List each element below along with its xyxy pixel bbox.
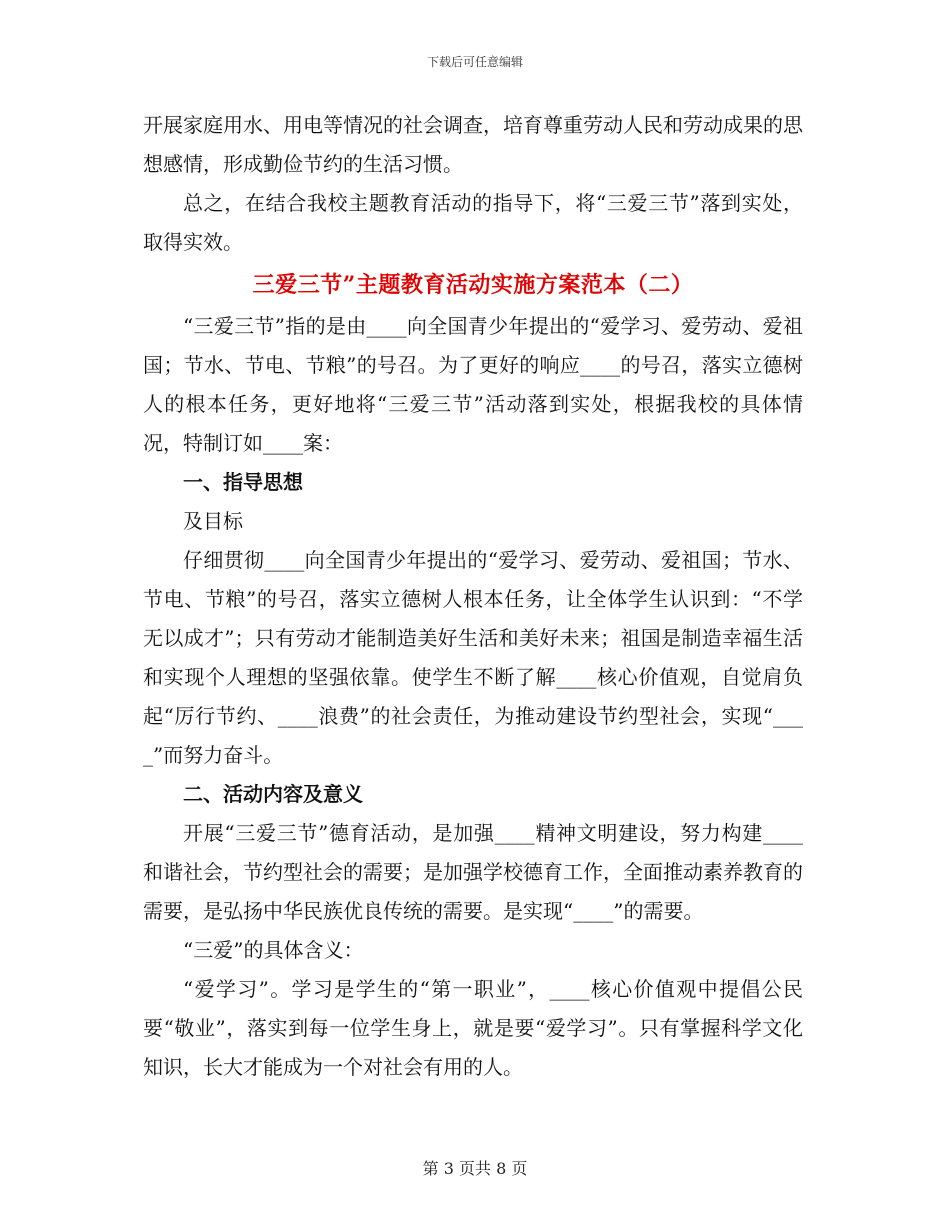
three-loves-intro: “三爱”的具体含义： <box>183 938 364 962</box>
section-subheading-goals: 及目标 <box>183 509 243 533</box>
love-study-paragraph: “爱学习”。学习是学生的“第一职业”，____核心价值观中提倡公民要“敬业”，落实到每一位学生身上，就是要“爱学习”。只有掌握科学文化知识，长大才能成为一个对社会有用的人。 <box>143 977 803 1079</box>
document-title: 三爱三节”主题教育活动实施方案范本（二） <box>252 272 694 298</box>
page-footer: 第 3 页共 8 页 <box>422 1159 528 1178</box>
section-heading-activity-content: 二、活动内容及意义 <box>183 782 363 806</box>
summary-paragraph: 总之，在结合我校主题教育活动的指导下，将“三爱三节”落到实处，取得实效。 <box>143 191 803 254</box>
continued-paragraph: 开展家庭用水、用电等情况的社会调查，培育尊重劳动人民和劳动成果的思想感情，形成勤俭节约的生活习惯。 <box>143 113 803 176</box>
section-heading-guiding-ideology: 一、指导思想 <box>183 470 303 494</box>
activity-content-paragraph: 开展“三爱三节”德育活动，是加强____精神文明建设，努力构建____和谐社会，节约型社会的需要；是加强学校德育工作，全面推动素养教育的需要，是弘扬中华民族优良传统的需要。是实现“____”的需要。 <box>143 821 803 923</box>
guiding-ideology-paragraph: 仔细贯彻____向全国青少年提出的“爱学习、爱劳动、爱祖国；节水、节电、节粮”的号召，落实立德树人根本任务，让全体学生认识到：“不学无以成才”；只有劳动才能制造美好生活和美好未来；祖国是制造幸福生活和实现个人理想的坚强依靠。使学生不断了解____核心价值观，自觉肩负起“厉行节约、____浪费”的社会责任，为推动建设节约型社会，实现“____”而努力奋斗。 <box>143 548 803 767</box>
document-body <box>143 106 803 1087</box>
page-header-note: 下载后可任意编辑 <box>426 55 523 69</box>
intro-paragraph: “三爱三节”指的是由____向全国青少年提出的“爱学习、爱劳动、爱祖国；节水、节电、节粮”的号召。为了更好的响应____的号召，落实立德树人的根本任务，更好地将“三爱三节”活动落到实处，根据我校的具体情况，特制订如____案： <box>143 314 803 455</box>
